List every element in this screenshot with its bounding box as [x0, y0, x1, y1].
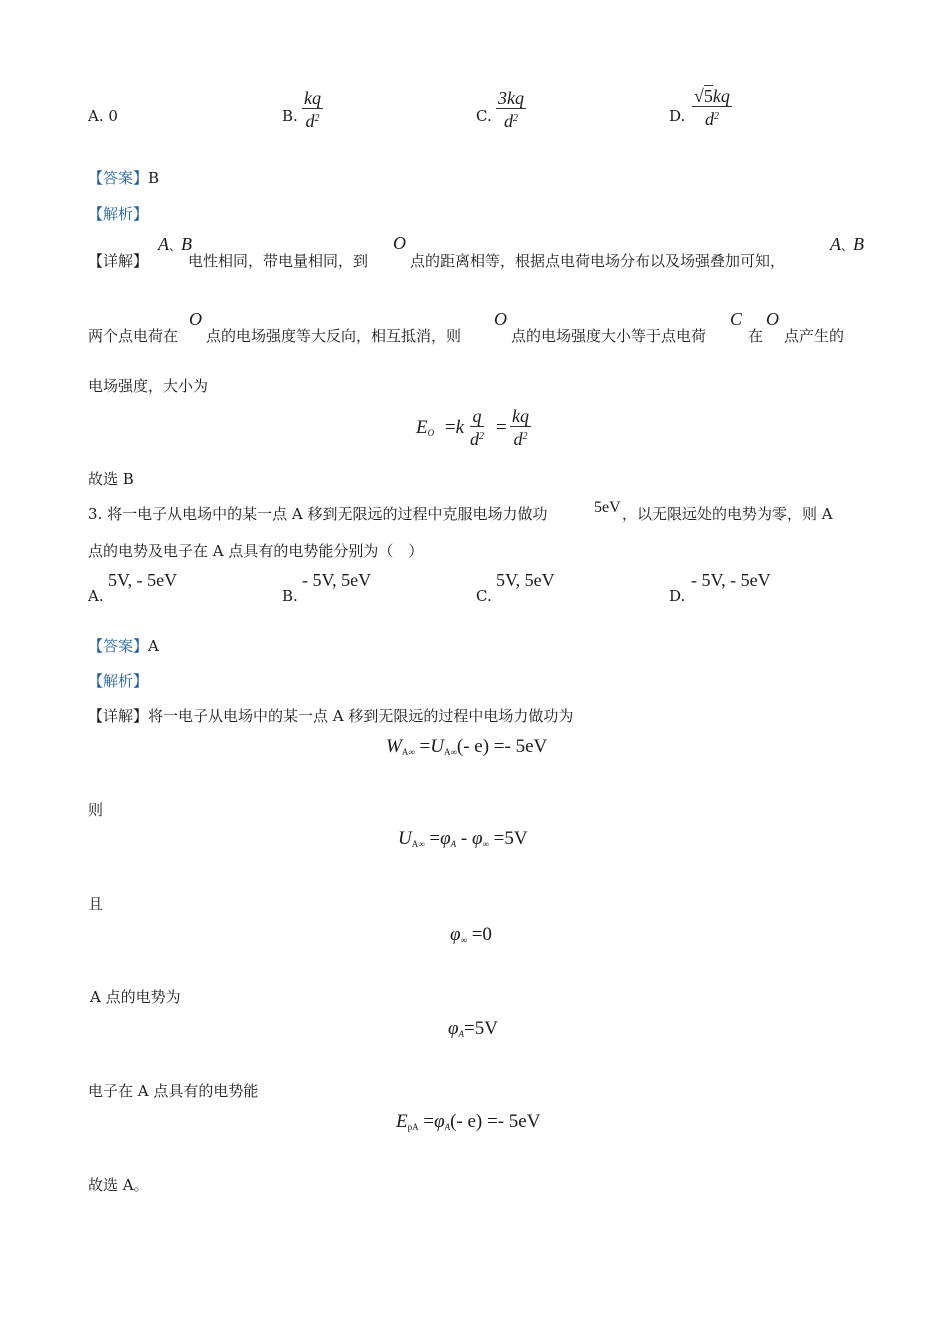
- q2-equation-lhs: $E_O =k$: [416, 417, 465, 438]
- q2-answer: [88, 167, 159, 188]
- q2-detail-tag: 【详解】: [88, 252, 149, 270]
- answer-value: A: [148, 637, 159, 655]
- q3-answer: [88, 635, 159, 656]
- q3-option-b-label: B.: [282, 587, 298, 605]
- numerator: kq: [712, 86, 730, 106]
- denominator: d: [305, 111, 315, 131]
- q2-line2-text-4: 在: [748, 327, 764, 345]
- option-label: A.: [88, 107, 104, 125]
- q2-conclusion: 故选 B: [88, 470, 134, 488]
- option-value: 0: [108, 107, 118, 125]
- q3-option-c-value: 5V, 5eV: [496, 570, 555, 590]
- q2-option-b-fraction: [302, 88, 323, 131]
- q2-option-b-label: B.: [282, 107, 298, 125]
- q3-eq1: $W_{A\infty} =U_{A\infty}(-$ e) =- 5eV: [386, 736, 548, 757]
- q2-detail-ab: A、B: [158, 234, 193, 254]
- q3-option-d-label: D.: [669, 587, 686, 605]
- q3-then: 则: [88, 801, 104, 819]
- answer-tag: 【答案】: [88, 637, 149, 655]
- q3-stem-2: ，以无限远处的电势为零，则 A: [622, 505, 833, 523]
- q2-line2-o-2: O: [494, 309, 507, 329]
- q3-conclusion: 故选 A。: [88, 1176, 149, 1194]
- q2-line2-o-3: O: [766, 309, 779, 329]
- denominator: d: [704, 109, 714, 129]
- q2-detail-ab-end: A、B: [830, 234, 865, 254]
- exponent: 2: [513, 113, 518, 124]
- q3-eq2: $U_{A\infty} =\varphi_A - \varphi_\infty =5V$: [398, 828, 528, 849]
- q2-line2-text-2: 点的电场强度等大反向，相互抵消，则: [206, 327, 462, 345]
- q2-line2-o-1: O: [189, 309, 202, 329]
- q2-detail-o: O: [393, 233, 406, 253]
- q3-energy-text: 电子在 A 点具有的电势能: [88, 1082, 259, 1100]
- answer-tag: 【答案】: [88, 169, 149, 187]
- q3-option-a-label: A.: [88, 587, 104, 605]
- q3-eq5: $E_{pA} =\varphi_A(-$ e) =- 5eV: [396, 1111, 541, 1132]
- q2-equation-frac-1: q $d^2$: [470, 406, 484, 449]
- detail-text: 将一电子从电场中的某一点 A 移到无限远的过程中电场力做功为: [148, 707, 574, 725]
- numerator: 3kq: [498, 88, 524, 108]
- q3-option-b-value: - 5V, 5eV: [302, 570, 372, 590]
- q2-detail-text-1: 电性相同，带电量相同，到: [188, 252, 369, 270]
- q2-analysis-tag: 【解析】: [88, 205, 149, 223]
- q3-analysis-tag: 【解析】: [88, 672, 149, 690]
- q2-line2-text-3: 点的电场强度大小等于点电荷: [511, 327, 707, 345]
- q2-equation-frac-2: kq $d^2$: [512, 406, 529, 449]
- q2-option-c-label: C.: [476, 107, 492, 125]
- q2-option-d-fraction: √5kq $d^2$: [694, 86, 730, 129]
- q3-detail: [88, 705, 573, 726]
- sqrt-radicand: 5: [703, 86, 713, 106]
- q2-line2-c: C: [730, 309, 743, 329]
- q2-equation-eq: =: [496, 417, 507, 438]
- numerator: kq: [304, 88, 321, 108]
- exponent: 2: [314, 113, 320, 124]
- q3-option-a-value: 5V, - 5eV: [108, 570, 178, 590]
- q2-option-a: [88, 107, 118, 125]
- answer-value: B: [148, 169, 160, 187]
- q3-eq4: $\varphi_A=5V$: [448, 1018, 498, 1039]
- q2-line3-text: 电场强度，大小为: [88, 377, 209, 395]
- q3-eq3: $\varphi_\infty =0$: [450, 924, 492, 945]
- q3-option-c-label: C.: [476, 587, 492, 605]
- exponent: 2: [713, 111, 719, 122]
- q3-option-d-value: - 5V, - 5eV: [691, 570, 771, 590]
- denominator: d: [504, 111, 513, 131]
- q3-stem-3: 点的电势及电子在 A 点具有的电势能分别为（ ）: [88, 542, 424, 560]
- q3-stem-ev: 5eV: [594, 499, 621, 516]
- q3-and: 且: [88, 895, 104, 913]
- q2-option-c-fraction: [496, 88, 526, 131]
- detail-tag: 【详解】: [88, 707, 149, 725]
- q2-option-d-label: D.: [669, 107, 686, 125]
- q3-stem-1: 3. 将一电子从电场中的某一点 A 移到无限远的过程中克服电场力做功: [88, 505, 548, 523]
- q2-line2-text-5: 点产生的: [784, 327, 845, 345]
- q2-detail-text-2: 点的距离相等，根据点电荷电场分布以及场强叠加可知，: [410, 252, 786, 270]
- q3-a-potential-text: A 点的电势为: [90, 988, 181, 1006]
- q2-line2-text-1: 两个点电荷在: [88, 327, 179, 345]
